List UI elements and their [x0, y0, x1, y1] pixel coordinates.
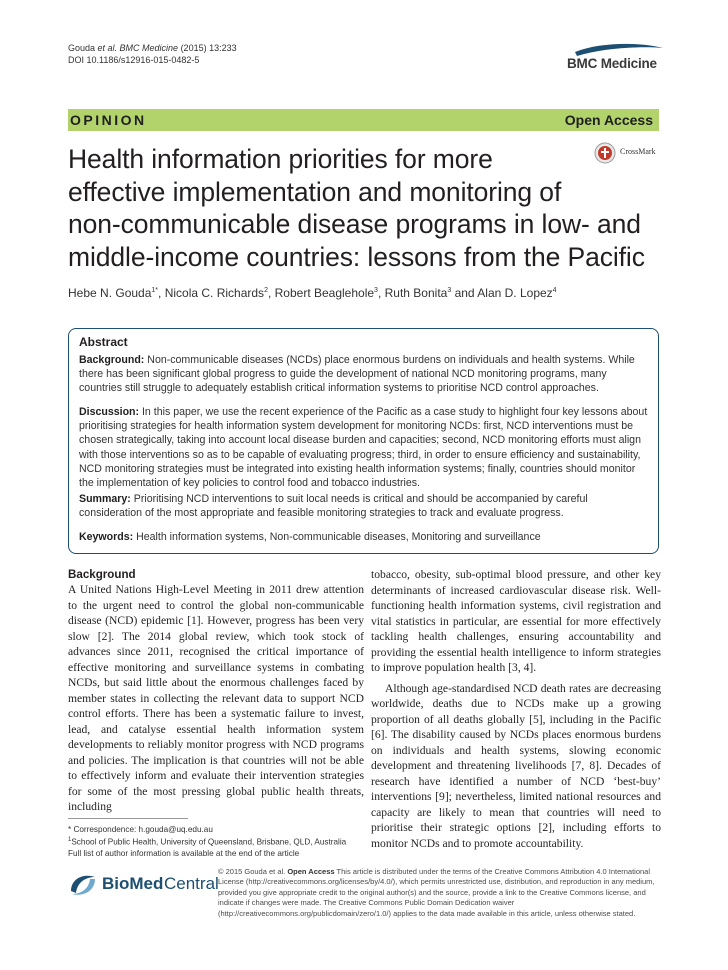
publisher-logo[interactable] — [68, 871, 219, 899]
affiliation-text: School of Public Health, University of Queensland, Brisbane, QLD, Australia — [71, 837, 347, 847]
abstract-background — [79, 353, 649, 396]
author-affiliation[interactable]: 3 — [447, 287, 452, 294]
author-separator: , — [158, 286, 165, 300]
affiliation — [68, 835, 346, 848]
author-separator: , — [377, 286, 385, 300]
author-affiliation[interactable]: 1* — [151, 287, 159, 294]
doi[interactable]: DOI 10.1186/s12916-015-0482-5 — [68, 55, 200, 65]
affiliation-number: 1 — [68, 837, 72, 843]
author-name[interactable]: Nicola C. Richards — [164, 286, 265, 300]
citation-journal: et al. BMC Medicine — [97, 43, 179, 53]
article-type-banner — [68, 109, 659, 131]
abstract-section-text: In this paper, we use the recent experience of the Pacific as a case study to highlight four key lessons about prioritising strategies for health information system development for monitoring NCDs: first, NCD interventions must be chosen strategically, taking into account local disease burden and capacities; second, NCD monitoring efforts must align with those interventions so as to be capable of evaluating progress; third, in order to ensure efficiency and sustainability, NCD monitoring strategies must be integrated into existing health information systems; finally, countries should monitor the implementation of key policies to control food and tobacco industries. — [79, 406, 648, 490]
abstract-summary — [79, 492, 649, 520]
article-type: OPINION — [70, 112, 147, 128]
author-affiliation[interactable]: 2 — [264, 287, 268, 294]
publisher-name-bold: BioMed — [102, 874, 164, 893]
publisher-name-rest: Central — [164, 874, 219, 893]
footnotes — [68, 824, 346, 859]
body-paragraph: A United Nations High-Level Meeting in 2011 drew attention to the urgent need to control the global non-communicable disease (NCD) epidemic [1]. However, progress has been very slow [2]. The 2014 global review, which took stock of advances since 2011, recognised the critical importance of effective monitoring and surveillance systems in combating NCDs, but said little about the enormous challenges faced by member states in collecting the relevant data to support NCD control efforts. There has been a systematic failure to invest, lead, and catalyse essential health information system developments to reliably monitor progress with NCD programs and policies. The implication is that countries will not be able to effectively inform and evaluate their intervention strategies for some of the most pressing global public health threats, including — [68, 583, 364, 813]
abstract-box — [68, 328, 659, 554]
author-name[interactable]: Alan D. Lopez — [477, 286, 553, 300]
citation-line — [68, 42, 237, 54]
title-line: non-communicable disease programs in low- and — [68, 209, 641, 239]
biomed-central-logo-icon — [68, 871, 98, 899]
abstract-section-label: Keywords: — [79, 531, 134, 543]
license-statement — [218, 867, 670, 919]
abstract-section-text: Non-communicable diseases (NCDs) place enormous burdens on individuals and health systems. While there has been significant global progress to guide the development of national NCD monitoring programs, many countries still struggle to adequately establish critical information systems to prioritise NCD control approaches. — [79, 354, 635, 395]
journal-logo[interactable] — [555, 40, 667, 80]
license-open-access-label: Open Access — [287, 867, 335, 876]
title-line: effective implementation and monitoring of — [68, 176, 562, 207]
copyright: © 2015 Gouda et al. — [218, 867, 288, 876]
title-line: Health information priorities for more — [68, 144, 493, 174]
abstract-section-text: Prioritising NCD interventions to suit local needs is critical and should be accompanied by careful consideration of the most appropriate and feasible monitoring strategies to track and evaluate progress. — [79, 493, 588, 520]
body-paragraph: Although age-standardised NCD death rates are decreasing worldwide, deaths due to NCDs make up a growing proportion of all deaths globally [5], including in the Pacific [6]. The disability caused by NCDs places enormous burdens on individuals and health systems, slowing economic development and threatening livelihoods [7, 8]. Decades of research have identified a number of NCD ‘best-buy’ interventions [9]; nevertheless, limited national resources and capacity are likely to mean that countries will need to prioritise their strategic options [2], including efforts to monitor NCDs and to promote accountability. — [371, 681, 661, 850]
correspondence[interactable]: * Correspondence: h.gouda@uq.edu.au — [68, 825, 213, 834]
license-text: This article is distributed under the terms of the Creative Commons Attribution 4.0 International License (http://creativecommons.org/licenses/by/4.0/), which permits unrestricted use, distribution, and reproduction in any medium, provided you give appropriate credit to the original author(s) and the source, provide a link to the Creative Commons license, and indicate if changes were made. The Creative Commons Public Domain Dedication waiver (http://creativecommons.org/publicdomain/zero/1.0/) applies to the data made available in this article, unless otherwise stated. — [218, 867, 655, 918]
citation-volume: (2015) 13:233 — [178, 43, 237, 53]
abstract-section-label: Summary: — [79, 493, 131, 505]
body-column-left — [68, 567, 364, 815]
body-column-right — [371, 567, 661, 851]
title-line: middle-income countries: lessons from the Pacific — [68, 241, 645, 272]
author-separator: , — [267, 286, 275, 300]
citation — [68, 42, 237, 66]
body-paragraph: tobacco, obesity, sub-optimal blood pressure, and other key determinants of increased cardiovascular disease risk. Well-functioning health information systems, civil registration and vital statistics in particular, are essential for more effectively tackling health challenges, ensuring accountability and providing the essential health intelligence to inform strategies to improve population health [3, 4]. — [371, 568, 661, 674]
footnote-divider — [68, 818, 188, 819]
citation-authors: Gouda — [68, 43, 98, 53]
abstract-discussion — [79, 405, 649, 490]
abstract-keywords — [79, 530, 649, 544]
author-affiliation[interactable]: 3 — [374, 287, 378, 294]
author-separator: and — [451, 286, 478, 300]
abstract-section-label: Background: — [79, 354, 145, 366]
author-list — [68, 286, 557, 300]
author-name[interactable]: Ruth Bonita — [384, 286, 448, 300]
article-title — [68, 143, 668, 273]
author-affiliation[interactable]: 4 — [552, 287, 557, 294]
open-access-label: Open Access — [564, 112, 653, 128]
section-heading: Background — [68, 568, 136, 581]
author-name[interactable]: Hebe N. Gouda — [68, 286, 152, 300]
abstract-section-text: Health information systems, Non-communicable diseases, Monitoring and surveillance — [133, 531, 541, 543]
journal-name: BMC Medicine — [567, 56, 657, 71]
abstract-section-label: Discussion: — [79, 406, 140, 418]
crossmark-label: CrossMark — [620, 147, 656, 156]
author-name[interactable]: Robert Beaglehole — [274, 286, 375, 300]
abstract-heading: Abstract — [79, 335, 128, 349]
author-info-note: Full list of author information is available at the end of the article — [68, 848, 300, 858]
